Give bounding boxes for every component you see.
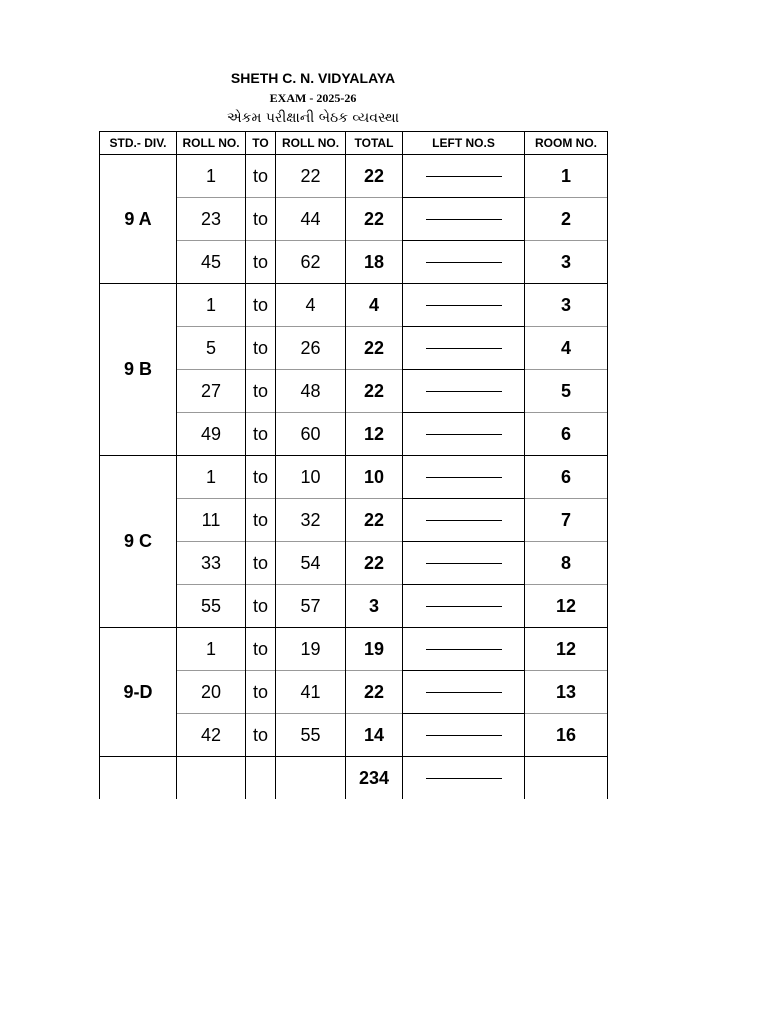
dash-line xyxy=(426,348,502,349)
room-no-cell: 1 xyxy=(525,155,608,198)
roll-from-cell: 49 xyxy=(177,413,246,456)
school-name: SHETH C. N. VIDYALAYA xyxy=(230,70,396,86)
roll-from-cell: 45 xyxy=(177,241,246,284)
col-std-div: STD.- DIV. xyxy=(100,132,177,155)
total-cell: 18 xyxy=(346,241,403,284)
dash-line xyxy=(426,735,502,736)
room-no-cell: 13 xyxy=(525,671,608,714)
roll-to-cell: 60 xyxy=(276,413,346,456)
room-no-cell: 3 xyxy=(525,284,608,327)
roll-from-cell: 20 xyxy=(177,671,246,714)
total-cell: 22 xyxy=(346,671,403,714)
roll-to-cell: 32 xyxy=(276,499,346,542)
table-row xyxy=(100,198,608,241)
grand-total-row xyxy=(100,757,608,800)
roll-from-cell: 23 xyxy=(177,198,246,241)
total-cell: 14 xyxy=(346,714,403,757)
total-cell: 22 xyxy=(346,370,403,413)
roll-to-cell: 55 xyxy=(276,714,346,757)
dash-line xyxy=(426,176,502,177)
to-cell: to xyxy=(246,714,276,757)
room-no-cell: 6 xyxy=(525,413,608,456)
dash-line xyxy=(426,520,502,521)
to-cell: to xyxy=(246,155,276,198)
to-cell: to xyxy=(246,370,276,413)
seating-arrangement-title: એકમ પરીક્ષાની બેઠક વ્યવસ્થા xyxy=(226,110,400,126)
left-nos-cell xyxy=(403,241,525,284)
dash-line xyxy=(426,778,502,779)
empty-cell xyxy=(525,757,608,800)
left-nos-cell xyxy=(403,671,525,714)
left-nos-cell xyxy=(403,198,525,241)
to-cell: to xyxy=(246,284,276,327)
empty-cell xyxy=(246,757,276,800)
dash-line xyxy=(426,391,502,392)
seating-table xyxy=(99,131,608,799)
empty-cell xyxy=(177,757,246,800)
div-cell: 9 B xyxy=(100,284,177,456)
to-cell: to xyxy=(246,241,276,284)
roll-from-cell: 1 xyxy=(177,155,246,198)
div-cell: 9 A xyxy=(100,155,177,284)
left-nos-cell xyxy=(403,585,525,628)
total-cell: 22 xyxy=(346,198,403,241)
roll-to-cell: 57 xyxy=(276,585,346,628)
to-cell: to xyxy=(246,671,276,714)
header-row xyxy=(100,132,608,155)
to-cell: to xyxy=(246,628,276,671)
table-row xyxy=(100,542,608,585)
table-row xyxy=(100,327,608,370)
roll-to-cell: 54 xyxy=(276,542,346,585)
table-row xyxy=(100,456,608,499)
div-cell: 9-D xyxy=(100,628,177,757)
to-cell: to xyxy=(246,585,276,628)
total-cell: 19 xyxy=(346,628,403,671)
left-nos-cell xyxy=(403,327,525,370)
total-cell: 4 xyxy=(346,284,403,327)
total-cell: 22 xyxy=(346,155,403,198)
left-nos-cell xyxy=(403,456,525,499)
col-room-no: ROOM NO. xyxy=(525,132,608,155)
roll-from-cell: 1 xyxy=(177,284,246,327)
roll-to-cell: 62 xyxy=(276,241,346,284)
dash-line xyxy=(426,305,502,306)
roll-to-cell: 10 xyxy=(276,456,346,499)
roll-to-cell: 26 xyxy=(276,327,346,370)
table-row xyxy=(100,370,608,413)
roll-to-cell: 4 xyxy=(276,284,346,327)
empty-cell xyxy=(100,757,177,800)
room-no-cell: 4 xyxy=(525,327,608,370)
dash-line xyxy=(426,219,502,220)
left-nos-cell xyxy=(403,757,525,800)
table-row xyxy=(100,628,608,671)
roll-to-cell: 22 xyxy=(276,155,346,198)
table-row xyxy=(100,241,608,284)
room-no-cell: 5 xyxy=(525,370,608,413)
total-cell: 22 xyxy=(346,499,403,542)
to-cell: to xyxy=(246,456,276,499)
left-nos-cell xyxy=(403,542,525,585)
to-cell: to xyxy=(246,413,276,456)
roll-from-cell: 5 xyxy=(177,327,246,370)
roll-from-cell: 42 xyxy=(177,714,246,757)
room-no-cell: 8 xyxy=(525,542,608,585)
col-total: TOTAL xyxy=(346,132,403,155)
to-cell: to xyxy=(246,542,276,585)
left-nos-cell xyxy=(403,284,525,327)
col-to: TO xyxy=(246,132,276,155)
table-row xyxy=(100,413,608,456)
table-row xyxy=(100,671,608,714)
to-cell: to xyxy=(246,198,276,241)
roll-to-cell: 44 xyxy=(276,198,346,241)
roll-from-cell: 11 xyxy=(177,499,246,542)
col-roll-from: ROLL NO. xyxy=(177,132,246,155)
roll-from-cell: 1 xyxy=(177,456,246,499)
room-no-cell: 3 xyxy=(525,241,608,284)
roll-to-cell: 48 xyxy=(276,370,346,413)
total-cell: 10 xyxy=(346,456,403,499)
roll-from-cell: 55 xyxy=(177,585,246,628)
dash-line xyxy=(426,434,502,435)
exam-title: EXAM - 2025-26 xyxy=(269,91,357,105)
dash-line xyxy=(426,563,502,564)
left-nos-cell xyxy=(403,413,525,456)
table-row xyxy=(100,714,608,757)
room-no-cell: 2 xyxy=(525,198,608,241)
grand-total-cell: 234 xyxy=(346,757,403,800)
left-nos-cell xyxy=(403,155,525,198)
roll-from-cell: 1 xyxy=(177,628,246,671)
table-row xyxy=(100,585,608,628)
to-cell: to xyxy=(246,327,276,370)
total-cell: 3 xyxy=(346,585,403,628)
div-cell: 9 C xyxy=(100,456,177,628)
total-cell: 22 xyxy=(346,327,403,370)
total-cell: 12 xyxy=(346,413,403,456)
empty-cell xyxy=(276,757,346,800)
roll-from-cell: 33 xyxy=(177,542,246,585)
left-nos-cell xyxy=(403,370,525,413)
dash-line xyxy=(426,606,502,607)
roll-to-cell: 19 xyxy=(276,628,346,671)
roll-to-cell: 41 xyxy=(276,671,346,714)
room-no-cell: 12 xyxy=(525,585,608,628)
room-no-cell: 6 xyxy=(525,456,608,499)
table-row xyxy=(100,499,608,542)
total-cell: 22 xyxy=(346,542,403,585)
room-no-cell: 7 xyxy=(525,499,608,542)
dash-line xyxy=(426,692,502,693)
col-roll-to: ROLL NO. xyxy=(276,132,346,155)
left-nos-cell xyxy=(403,628,525,671)
col-left-nos: LEFT NO.S xyxy=(403,132,525,155)
dash-line xyxy=(426,262,502,263)
room-no-cell: 12 xyxy=(525,628,608,671)
dash-line xyxy=(426,477,502,478)
to-cell: to xyxy=(246,499,276,542)
table-row xyxy=(100,155,608,198)
table-row xyxy=(100,284,608,327)
left-nos-cell xyxy=(403,714,525,757)
room-no-cell: 16 xyxy=(525,714,608,757)
left-nos-cell xyxy=(403,499,525,542)
dash-line xyxy=(426,649,502,650)
roll-from-cell: 27 xyxy=(177,370,246,413)
